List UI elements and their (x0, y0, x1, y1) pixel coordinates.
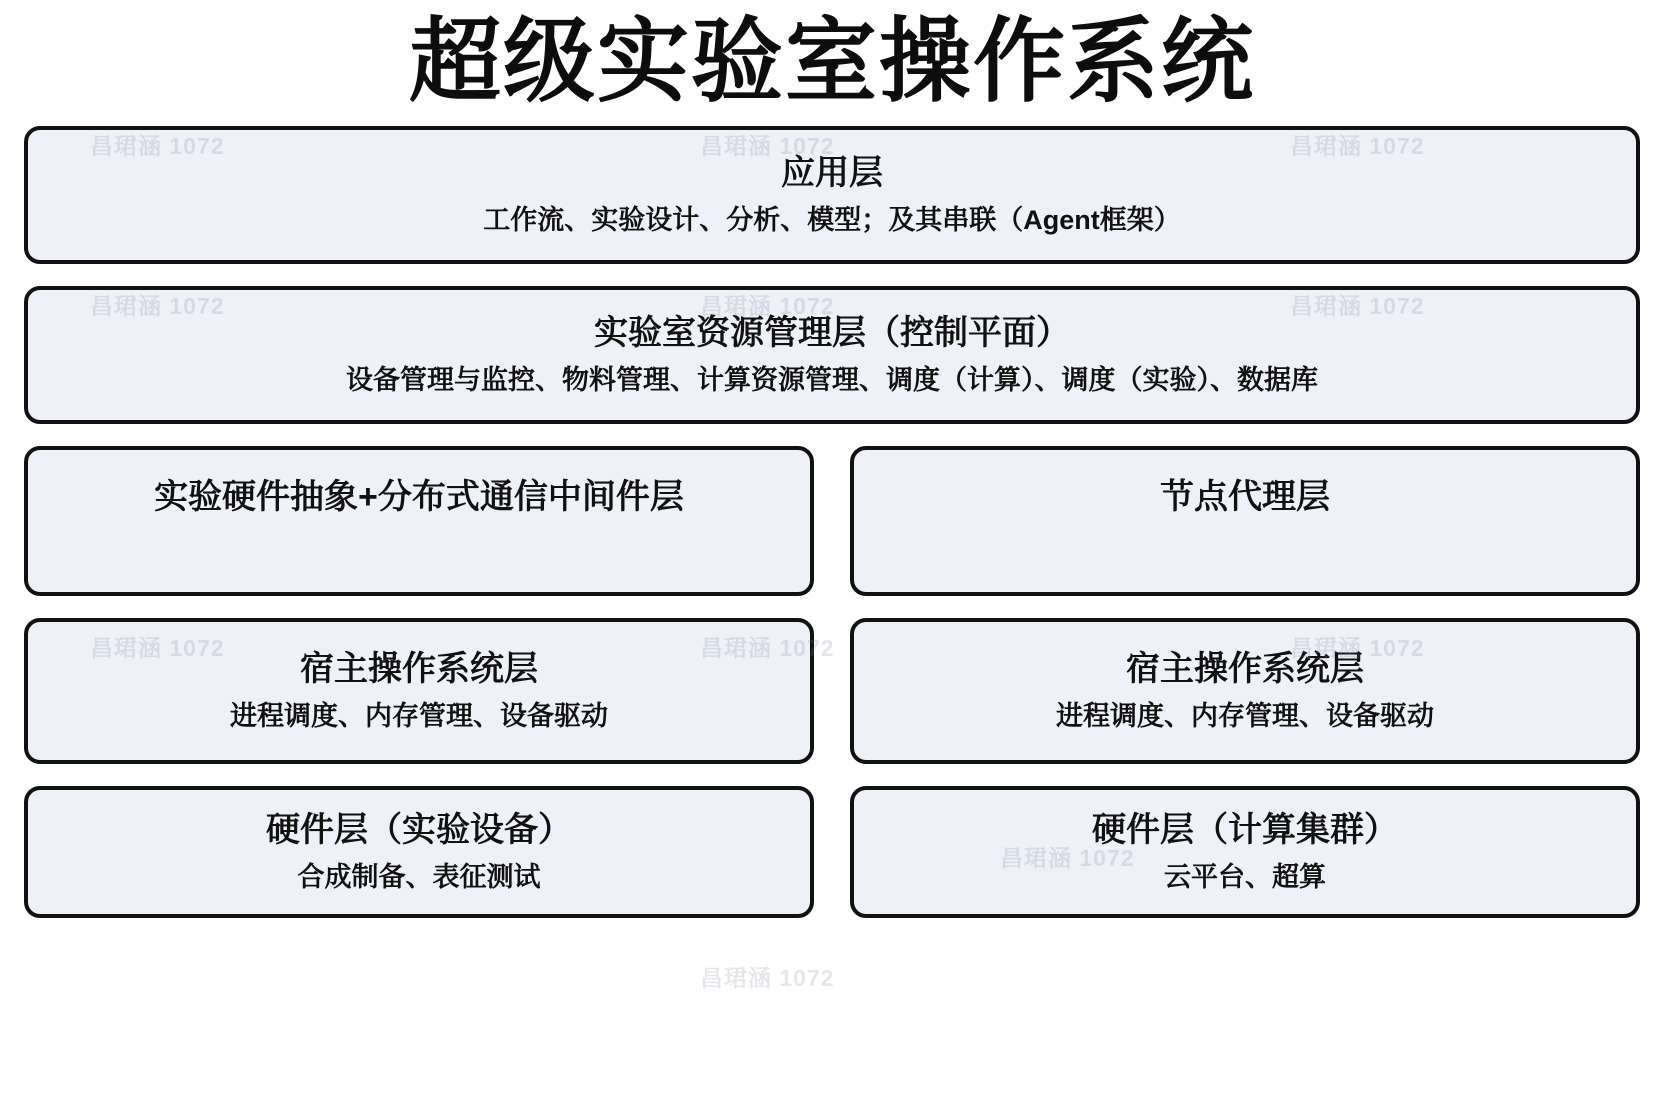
watermark: 昌珺涵 1072 (700, 635, 835, 661)
column-right-hardware (850, 786, 1640, 918)
layer-hardware-abstraction (24, 446, 814, 596)
layer-host-os-right-sub: 进程调度、内存管理、设备驱动 (1056, 700, 1434, 731)
watermark: 昌珺涵 1072 (1000, 845, 1135, 871)
layer-row-middleware (24, 446, 1640, 596)
layer-host-os-left-sub: 进程调度、内存管理、设备驱动 (230, 700, 608, 731)
watermark: 昌珺涵 1072 (700, 293, 835, 319)
column-left-host-os (24, 618, 814, 764)
column-right-host-os (850, 618, 1640, 764)
layer-resource-management-sub: 设备管理与监控、物料管理、计算资源管理、调度（计算）、调度（实验）、数据库 (346, 364, 1318, 395)
layer-hardware-abstraction-heading: 实验硬件抽象+分布式通信中间件层 (154, 477, 684, 516)
layer-application (24, 126, 1640, 264)
watermark: 昌珺涵 1072 (1290, 133, 1425, 159)
layer-node-agent (850, 446, 1640, 596)
layer-hardware-lab-heading: 硬件层（实验设备） (266, 811, 572, 849)
layer-row-host-os (24, 618, 1640, 764)
page-title: 超级实验室操作系统 (408, 11, 1255, 113)
watermark: 昌珺涵 1072 (1290, 293, 1425, 319)
layer-node-agent-heading: 节点代理层 (1160, 477, 1330, 516)
layer-application-heading: 应用层 (781, 154, 883, 192)
layer-hardware-cluster-sub: 云平台、超算 (1164, 861, 1326, 892)
layer-hardware-cluster (850, 786, 1640, 918)
layer-host-os-left-heading: 宿主操作系统层 (300, 650, 538, 688)
layer-hardware-lab-sub: 合成制备、表征测试 (297, 861, 541, 892)
layer-resource-management-heading: 实验室资源管理层（控制平面） (594, 314, 1070, 352)
layer-stack (24, 126, 1640, 918)
column-right-node-agent (850, 446, 1640, 596)
layer-hardware-cluster-heading: 硬件层（计算集群） (1092, 811, 1398, 849)
layer-row-hardware (24, 786, 1640, 918)
watermark: 昌珺涵 1072 (1290, 635, 1425, 661)
watermark: 昌珺涵 1072 (90, 133, 225, 159)
layer-hardware-lab (24, 786, 814, 918)
watermark: 昌珺涵 1072 (700, 965, 835, 991)
layer-application-sub: 工作流、实验设计、分析、模型；及其串联（Agent框架） (483, 204, 1181, 235)
layer-resource-management (24, 286, 1640, 424)
layer-host-os-right (850, 618, 1640, 764)
layer-host-os-left (24, 618, 814, 764)
column-left-middleware (24, 446, 814, 596)
watermark: 昌珺涵 1072 (90, 635, 225, 661)
watermark: 昌珺涵 1072 (700, 133, 835, 159)
layer-host-os-right-heading: 宿主操作系统层 (1126, 650, 1364, 688)
column-left-hardware (24, 786, 814, 918)
watermark: 昌珺涵 1072 (90, 293, 225, 319)
